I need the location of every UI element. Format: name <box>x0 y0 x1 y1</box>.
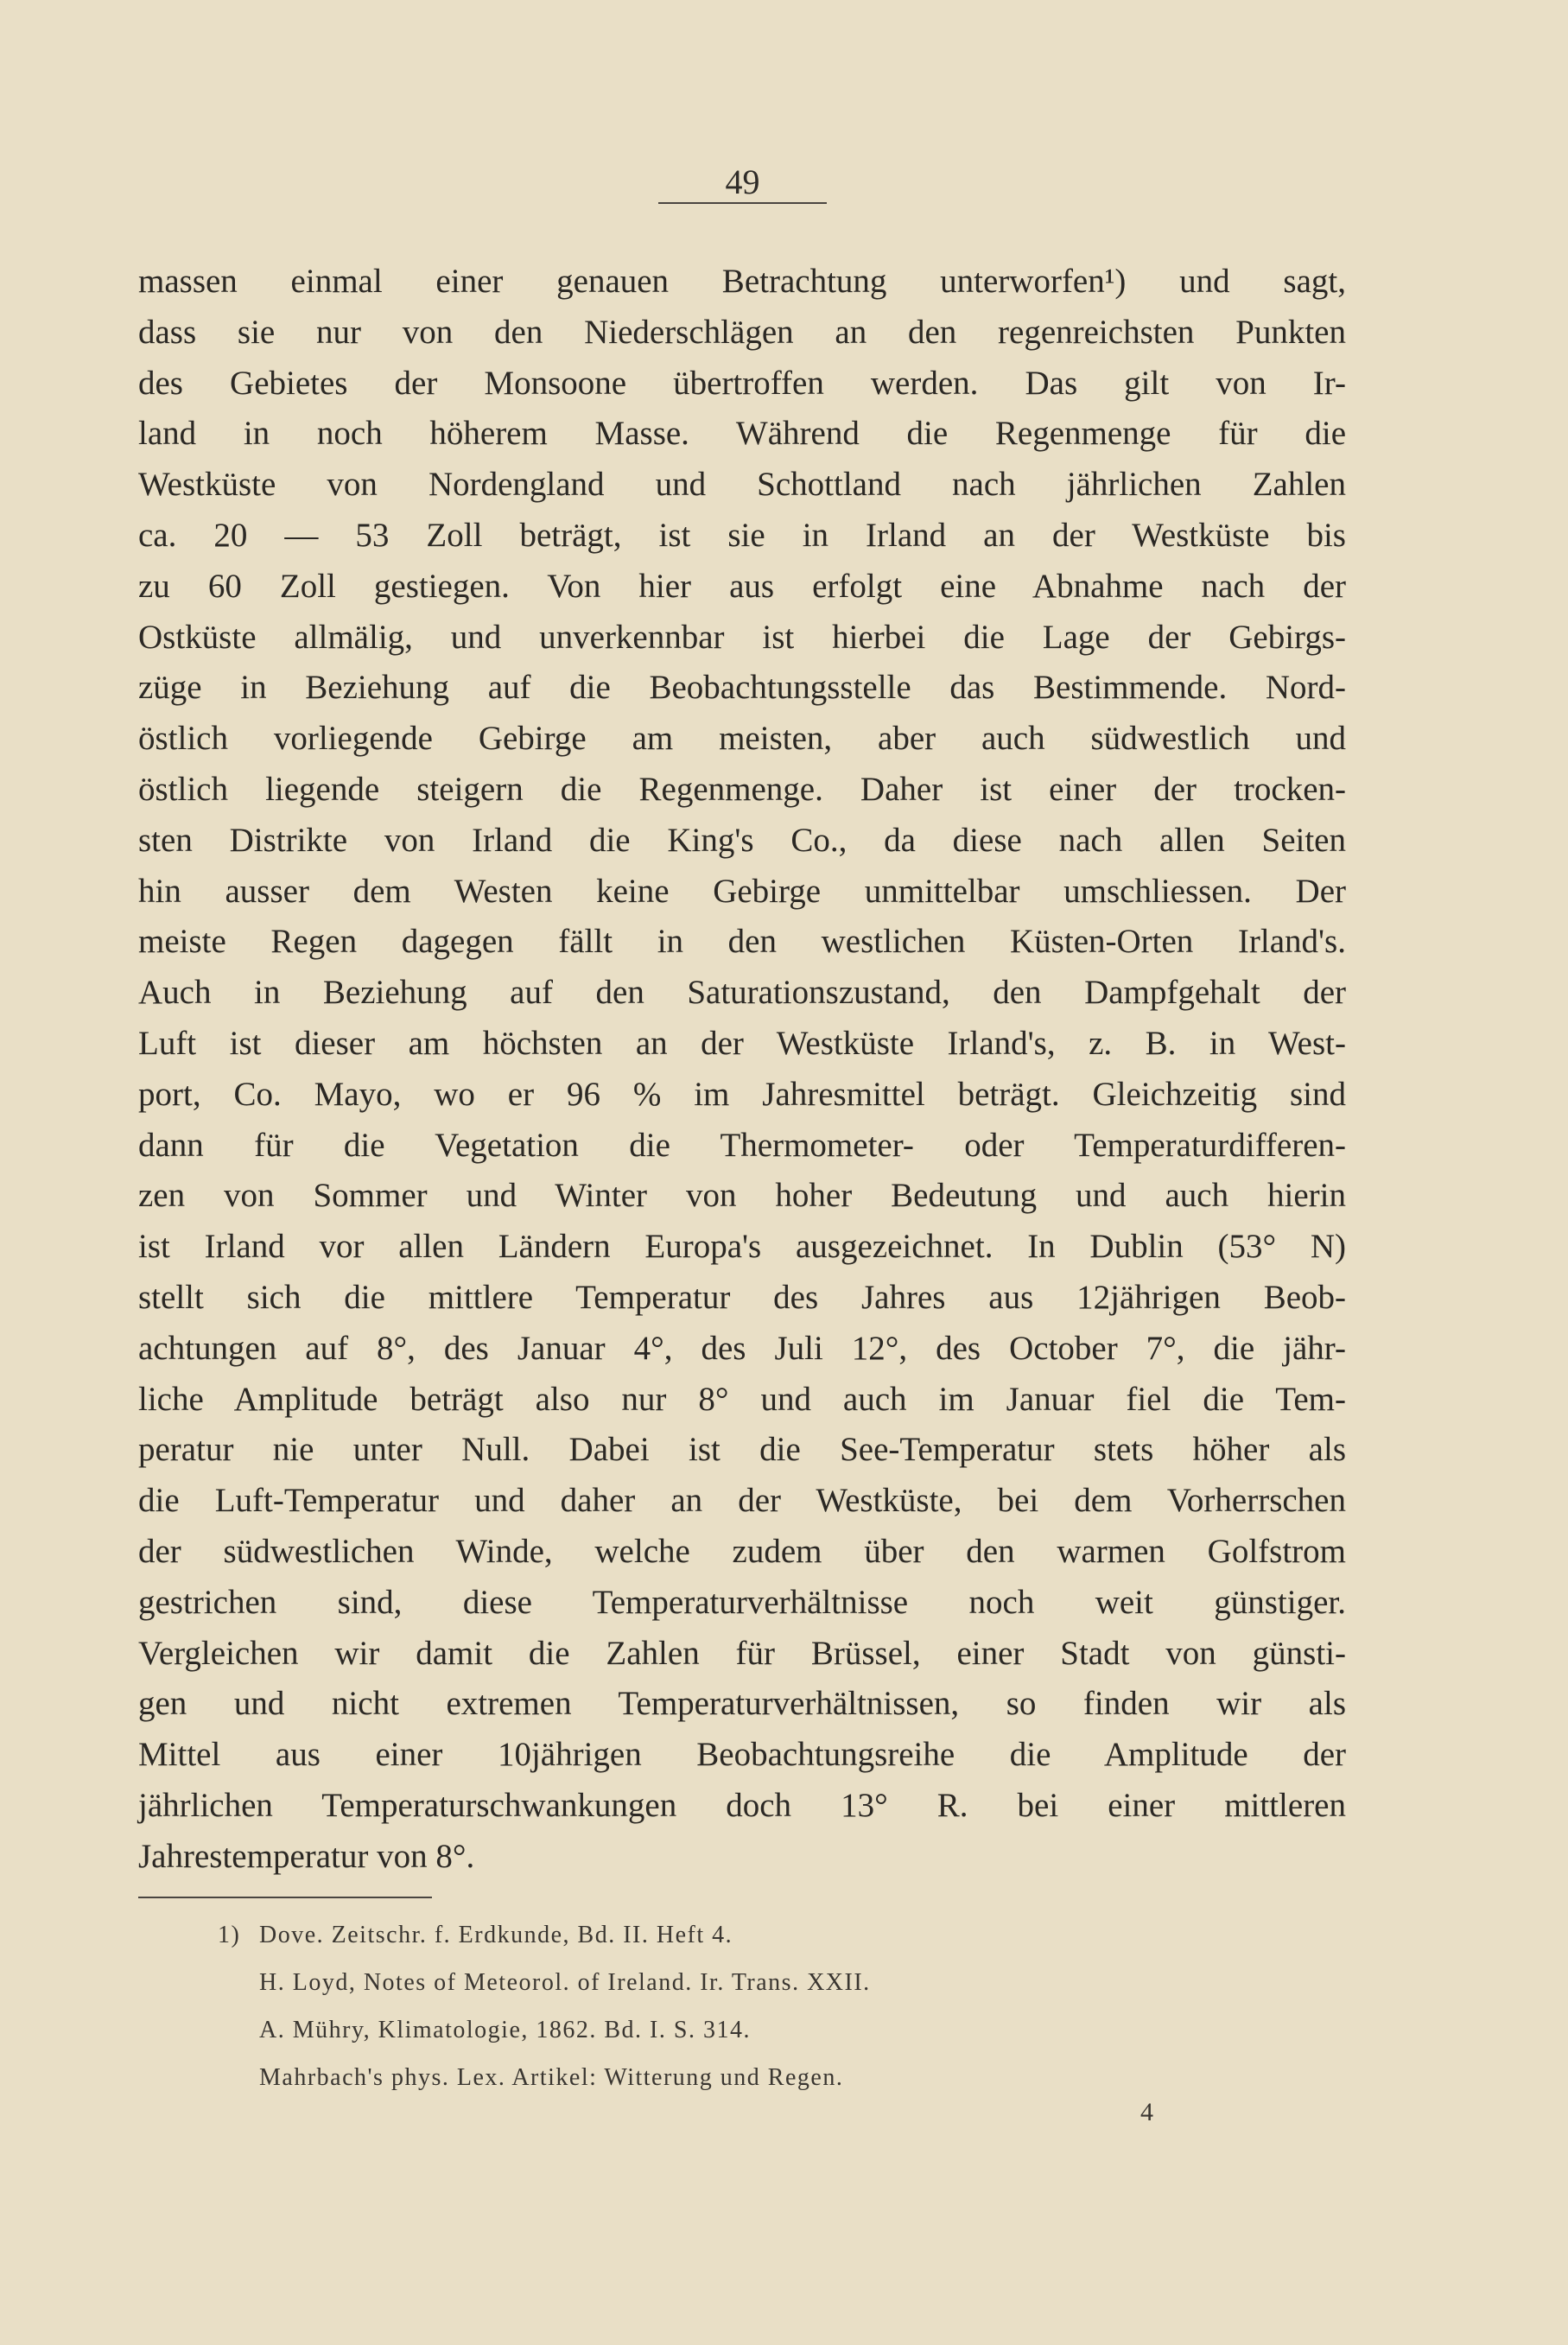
header-rule <box>658 202 827 204</box>
body-line: gen und nicht extremen Temperaturverhältnissen, so finden wir als <box>138 1685 1346 1723</box>
body-line: zu 60 Zoll gestiegen. Von hier aus erfolgt eine Abnahme nach der <box>138 567 1346 605</box>
body-line: östlich vorliegende Gebirge am meisten, aber auch südwestlich und <box>138 720 1346 758</box>
body-text <box>138 257 1346 1883</box>
body-line: zen von Sommer und Winter von hoher Bedeutung und auch hierin <box>138 1177 1346 1215</box>
body-line: dann für die Vegetation die Thermometer- oder Temperaturdifferen- <box>138 1126 1346 1164</box>
footnote-line: A. Mühry, Klimatologie, 1862. Bd. I. S. 314. <box>259 2017 751 2043</box>
body-line: des Gebietes der Monsoone übertroffen werden. Das gilt von Ir- <box>138 364 1346 402</box>
signature-mark: 4 <box>1140 2098 1153 2126</box>
body-line: Auch in Beziehung auf den Saturationszustand, den Dampfgehalt der <box>138 974 1346 1012</box>
body-line: peratur nie unter Null. Dabei ist die See-Temperatur stets höher als <box>138 1431 1346 1469</box>
body-line: züge in Beziehung auf die Beobachtungsstelle das Bestimmende. Nord- <box>138 669 1346 707</box>
body-line: der südwestlichen Winde, welche zudem über den warmen Golfstrom <box>138 1532 1346 1570</box>
body-line: dass sie nur von den Niederschlägen an den regenreichsten Punkten <box>138 313 1346 351</box>
body-line: Mittel aus einer 10jährigen Beobachtungsreihe die Amplitude der <box>138 1736 1346 1774</box>
body-line: sten Distrikte von Irland die King's Co., da diese nach allen Seiten <box>138 821 1346 859</box>
body-line: hin ausser dem Westen keine Gebirge unmittelbar umschliessen. Der <box>138 872 1346 910</box>
body-line: jährlichen Temperaturschwankungen doch 13° R. bei einer mittleren <box>138 1786 1346 1824</box>
body-line-last: Jahrestemperatur von 8°. <box>138 1837 475 1875</box>
body-line: land in noch höherem Masse. Während die Regenmenge für die <box>138 415 1346 453</box>
footnote-rule <box>138 1897 432 1898</box>
footnote-line: H. Loyd, Notes of Meteorol. of Ireland. Ir. Trans. XXII. <box>259 1969 871 1996</box>
body-line: Vergleichen wir damit die Zahlen für Brüssel, einer Stadt von günsti- <box>138 1634 1346 1672</box>
body-line: ca. 20 — 53 Zoll beträgt, ist sie in Irland an der Westküste bis <box>138 516 1346 554</box>
body-line: liche Amplitude beträgt also nur 8° und auch im Januar fiel die Tem- <box>138 1380 1346 1418</box>
body-line: stellt sich die mittlere Temperatur des Jahres aus 12jährigen Beob- <box>138 1278 1346 1316</box>
body-line: meiste Regen dagegen fällt in den westlichen Küsten-Orten Irland's. <box>138 923 1346 961</box>
footnote-line <box>218 1911 1123 1959</box>
body-line: die Luft-Temperatur und daher an der Westküste, bei dem Vorherrschen <box>138 1482 1346 1520</box>
body-line: gestrichen sind, diese Temperaturverhältnisse noch weit günstiger. <box>138 1583 1346 1621</box>
body-line: östlich liegende steigern die Regenmenge. Daher ist einer der trocken- <box>138 770 1346 808</box>
body-line: achtungen auf 8°, des Januar 4°, des Juli 12°, des October 7°, die jähr- <box>138 1329 1346 1367</box>
body-line: ist Irland vor allen Ländern Europa's ausgezeichnet. In Dublin (53° N) <box>138 1228 1346 1266</box>
body-line: Westküste von Nordengland und Schottland nach jährlichen Zahlen <box>138 466 1346 504</box>
footnotes <box>218 1911 1123 2101</box>
page-number: 49 <box>725 162 760 201</box>
footnote-text: Dove. Zeitschr. f. Erdkunde, Bd. II. Heft 4. <box>259 1922 733 1948</box>
footnote-marker: 1) <box>218 1922 241 1948</box>
body-line: Ostküste allmälig, und unverkennbar ist hierbei die Lage der Gebirgs- <box>138 618 1346 656</box>
body-line: massen einmal einer genauen Betrachtung unterworfen¹) und sagt, <box>138 263 1346 300</box>
footnote-line: Mahrbach's phys. Lex. Artikel: Witterung und Regen. <box>259 2064 844 2091</box>
body-line: port, Co. Mayo, wo er 96 % im Jahresmittel beträgt. Gleichzeitig sind <box>138 1075 1346 1113</box>
body-line: Luft ist dieser am höchsten an der Westküste Irland's, z. B. in West- <box>138 1024 1346 1062</box>
